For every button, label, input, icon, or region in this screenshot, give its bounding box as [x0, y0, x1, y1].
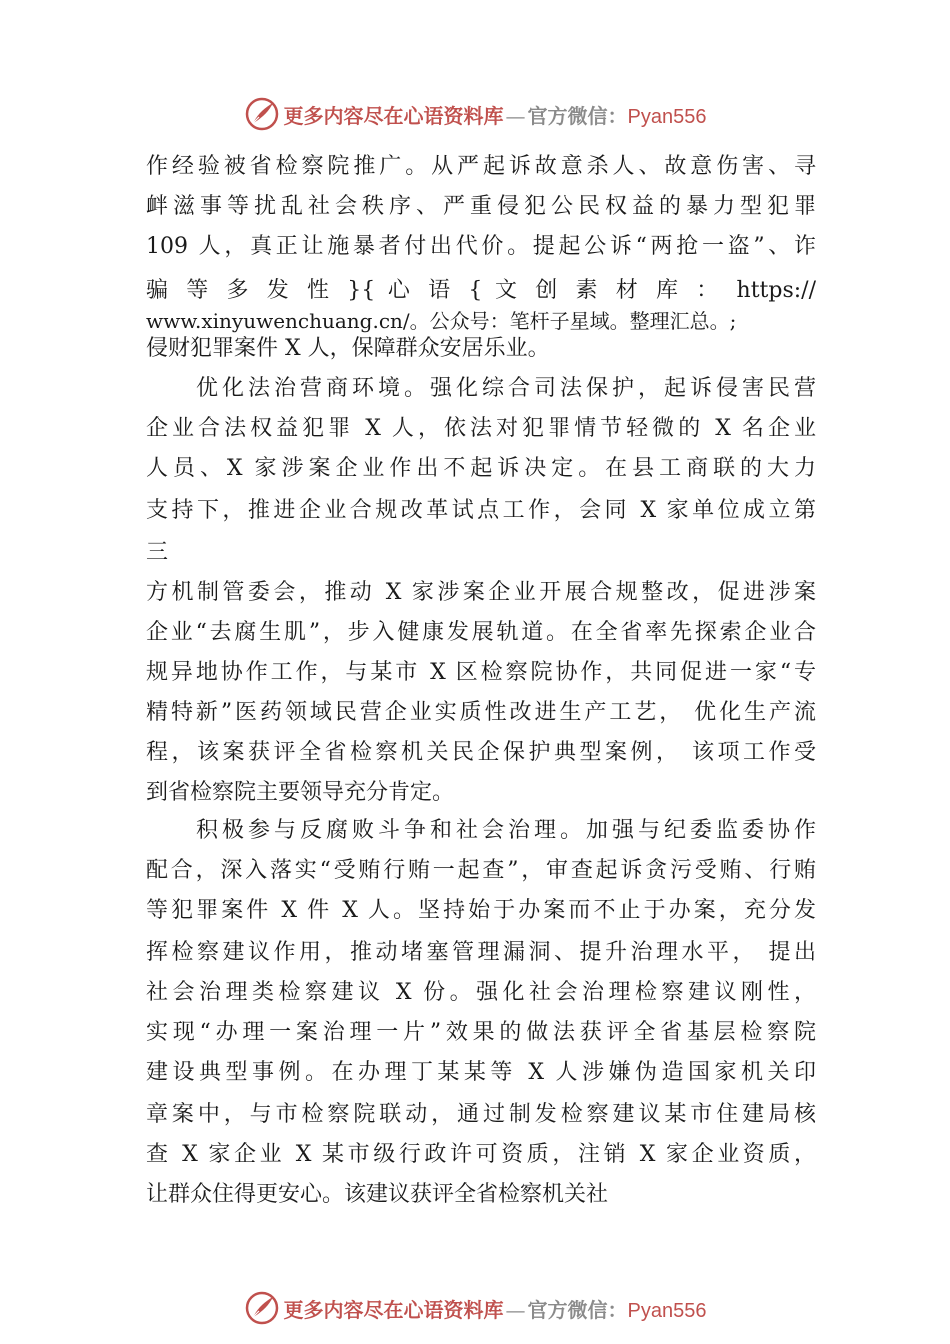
- text-line: 让群众住得更安心。该建议获评全省检察机关社: [146, 1182, 609, 1207]
- banner-promo: 更多内容尽在心语资料库: [283, 103, 504, 128]
- text-line: 企业“去腐生肌”，步入健康发展轨道。在全省率先探索企业合: [146, 620, 816, 645]
- text-line: 章案中，与市检察院联动，通过制发检察建议某市住建局核: [146, 1102, 816, 1127]
- text-line: 109 人，真正让施暴者付出代价。提起公诉“两抢一盗”、诈: [146, 234, 816, 259]
- text-line: 支持下，推进企业合规改革试点工作，会同 X 家单位成立第: [146, 498, 816, 523]
- text-line: 作经验被省检察院推广。从严起诉故意杀人、故意伤害、寻: [146, 154, 816, 179]
- text-line: 挥检察建议作用，推动堵塞管理漏洞、提升治理水平， 提出: [146, 940, 816, 965]
- text-line: 等犯罪案件 X 件 X 人。坚持始于办案而不止于办案，充分发: [146, 898, 816, 923]
- text-line: 方机制管委会，推动 X 家涉案企业开展合规整改，促进涉案: [146, 580, 816, 605]
- quill-logo-icon: [244, 1290, 280, 1326]
- header-banner: [0, 94, 950, 134]
- text-line: 骗 等 多 发 性 }{ 心 语 { 文 创 素 材 库 ： https://: [146, 278, 816, 303]
- text-line: 到省检察院主要领导充分肯定。: [146, 780, 455, 805]
- quill-logo-icon: [244, 96, 280, 132]
- text-line: 实现“办理一案治理一片”效果的做法获评全省基层检察院: [146, 1020, 816, 1045]
- text-line: 社会治理类检察建议 X 份。强化社会治理检察建议刚性，: [146, 980, 816, 1005]
- banner-promo: 更多内容尽在心语资料库: [283, 1297, 504, 1322]
- banner-wechat-id: Pyan556: [627, 105, 707, 128]
- text-line: www.xinyuwenchuang.cn/。公众号：笔杆子星域。整理汇总。;: [146, 309, 737, 333]
- text-line: 精特新”医药领域民营企业实质性改进生产工艺， 优化生产流: [146, 700, 816, 725]
- text-line: 侵财犯罪案件 X 人，保障群众安居乐业。: [146, 336, 550, 361]
- text-line: 程，该案获评全省检察机关民企保护典型案例， 该项工作受: [146, 740, 816, 765]
- banner-text: [284, 100, 707, 129]
- banner-wechat-label: 官方微信：: [527, 1297, 628, 1322]
- text-line: 规异地协作工作，与某市 X 区检察院协作，共同促进一家“专: [146, 660, 816, 685]
- paragraph-first-line: 优化法治营商环境。强化综合司法保护，起诉侵害民营: [196, 376, 816, 401]
- text-line: 建设典型事例。在办理丁某某等 X 人涉嫌伪造国家机关印: [146, 1060, 816, 1085]
- text-line: 配合，深入落实“受贿行贿一起查”，审查起诉贪污受贿、行贿: [146, 858, 816, 883]
- banner-wechat-label: 官方微信：: [527, 103, 628, 128]
- banner-separator: —: [505, 103, 526, 128]
- text-line: 三: [146, 540, 169, 565]
- banner-separator: —: [505, 1297, 526, 1322]
- text-line: 衅滋事等扰乱社会秩序、严重侵犯公民权益的暴力型犯罪: [146, 194, 816, 219]
- text-line: 企业合法权益犯罪 X 人，依法对犯罪情节轻微的 X 名企业: [146, 416, 816, 441]
- text-line: 人员、X 家涉案企业作出不起诉决定。在县工商联的大力: [146, 456, 816, 481]
- footer-banner: [0, 1288, 950, 1328]
- banner-text: [284, 1294, 707, 1323]
- banner-wechat-id: Pyan556: [627, 1299, 707, 1322]
- paragraph-first-line: 积极参与反腐败斗争和社会治理。加强与纪委监委协作: [196, 818, 816, 843]
- text-line: 查 X 家企业 X 某市级行政许可资质，注销 X 家企业资质，: [146, 1142, 816, 1167]
